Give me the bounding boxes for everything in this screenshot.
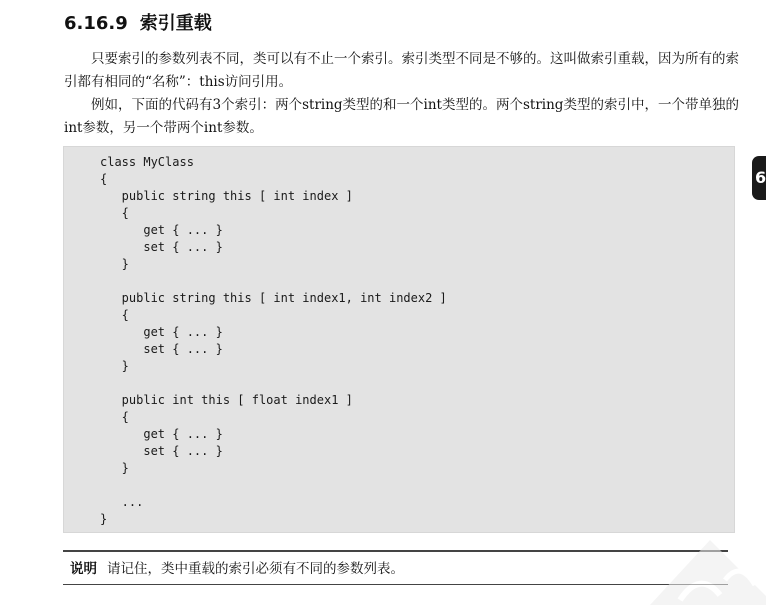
code-line: set { ... } xyxy=(100,240,223,254)
code-line: { xyxy=(100,410,129,424)
watermark-seal-icon xyxy=(640,500,766,610)
code-line: get { ... } xyxy=(100,427,223,441)
note-box xyxy=(70,557,404,577)
code-line xyxy=(100,375,447,392)
code-line: public int this [ float index1 ] xyxy=(100,393,353,407)
code-line: } xyxy=(100,359,129,373)
code-line: set { ... } xyxy=(100,444,223,458)
code-line: { xyxy=(100,206,129,220)
chapter-tab-number: 6 xyxy=(755,168,766,187)
note-text: 请记住，类中重载的索引必须有不同的参数列表。 xyxy=(107,561,404,577)
code-line: get { ... } xyxy=(100,325,223,339)
note-top-rule xyxy=(63,550,728,552)
body-paragraph: 只要索引的参数列表不同，类可以有不止一个索引。索引类型不同是不够的。这叫做索引重载，因为所有的索引都有相同的“名称”：this访问引用。 xyxy=(64,51,739,90)
section-title: 索引重载 xyxy=(139,13,212,34)
code-line: { xyxy=(100,308,129,322)
note-bottom-rule xyxy=(63,584,728,585)
code-listing xyxy=(63,146,735,533)
code-line: class MyClass xyxy=(100,155,194,169)
code-line xyxy=(100,273,447,290)
note-label: 说明 xyxy=(70,561,97,577)
code-line: set { ... } xyxy=(100,342,223,356)
chapter-thumb-tab xyxy=(752,156,766,200)
code-line: } xyxy=(100,257,129,271)
section-number: 6.16.9 xyxy=(64,13,128,34)
code-line: get { ... } xyxy=(100,223,223,237)
code-line xyxy=(100,477,447,494)
code-line: ... xyxy=(100,495,144,509)
code-line: public string this [ int index ] xyxy=(100,189,353,203)
code-line: } xyxy=(100,461,129,475)
code-line: } xyxy=(100,512,108,526)
code-line: public string this [ int index1, int index2 ] xyxy=(100,291,447,305)
code-line: { xyxy=(100,172,108,186)
section-heading xyxy=(64,9,212,35)
code-lines xyxy=(100,154,447,528)
body-paragraph: 例如，下面的代码有3个索引：两个string类型的和一个int类型的。两个string类型的索引中，一个带单独的int参数，另一个带两个int参数。 xyxy=(64,97,739,136)
